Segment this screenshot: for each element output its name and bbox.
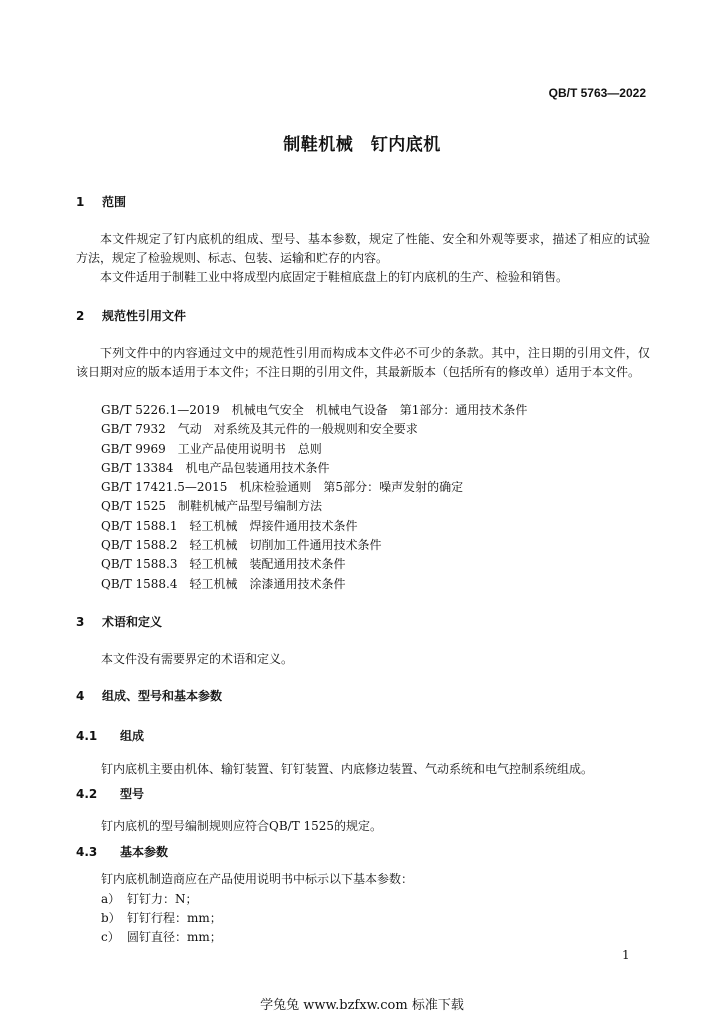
reference-item: QB/T 1588.3 轻工机械 装配通用技术条件 (101, 557, 346, 572)
section-2-body (76, 344, 650, 382)
reference-item: QB/T 1525 制鞋机械产品型号编制方法 (101, 499, 323, 514)
reference-item: GB/T 5226.1—2019 机械电气安全 机械电气设备 第1部分：通用技术条件 (101, 403, 528, 417)
section-title: 术语和定义 (102, 615, 163, 629)
section-number: 4 (76, 689, 85, 703)
normative-reference-list (101, 401, 527, 594)
reference-item: QB/T 1588.1 轻工机械 焊接件通用技术条件 (101, 518, 358, 533)
section-4-heading (76, 687, 222, 704)
subsection-4-1-body: 钉内底机主要由机体、输钉装置、钉钉装置、内底修边装置、气动系统和电气控制系统组成。 (101, 762, 594, 776)
page-number: 1 (622, 948, 630, 962)
section-1-body (76, 230, 650, 287)
section-3-heading (76, 613, 162, 630)
section-number: 4.2 (76, 787, 98, 801)
section-number: 1 (76, 195, 85, 209)
paragraph: 本文件适用于制鞋工业中将成型内底固定于鞋楦底盘上的钉内底机的生产、检验和销售。 (100, 270, 569, 284)
subsection-4-3-body: 钉内底机制造商应在产品使用说明书中标示以下基本参数： (101, 872, 414, 886)
section-title: 组成、型号和基本参数 (102, 689, 223, 703)
download-footer: 学兔兔 www.bzfxw.com 标准下载 (260, 998, 464, 1013)
section-1-heading (76, 193, 126, 210)
document-title: 制鞋机械 钉内底机 (283, 135, 441, 155)
subsection-4-1-heading (76, 727, 144, 744)
list-item (101, 909, 222, 928)
list-text: 钉钉力：N； (127, 892, 198, 906)
section-title: 基本参数 (120, 845, 169, 859)
paragraph: 下列文件中的内容通过文中的规范性引用而构成本文件必不可少的条款。其中，注日期的引用文件，仅该日期对应的版本适用于本文件；不注日期的引用文件，其最新版本（包括所有的修改单）适用于本文件。 (76, 346, 650, 379)
list-marker: c） (101, 930, 120, 944)
reference-item: GB/T 17421.5—2015 机床检验通则 第5部分：噪声发射的确定 (101, 480, 464, 495)
list-marker: a） (101, 892, 121, 906)
subsection-4-2-heading (76, 785, 144, 802)
section-title: 规范性引用文件 (102, 309, 187, 323)
list-item (101, 928, 222, 947)
reference-item: QB/T 1588.4 轻工机械 涂漆通用技术条件 (101, 576, 346, 591)
list-item (101, 890, 198, 909)
reference-item: GB/T 13384 机电产品包装通用技术条件 (101, 460, 330, 475)
section-title: 范围 (102, 195, 127, 209)
section-number: 4.3 (76, 845, 98, 859)
list-text: 钉钉行程：mm； (127, 911, 222, 925)
reference-item: QB/T 1588.2 轻工机械 切削加工件通用技术条件 (101, 538, 382, 553)
list-marker: b） (101, 911, 121, 925)
section-3-body: 本文件没有需要界定的术语和定义。 (101, 652, 294, 666)
list-text: 圆钉直径：mm； (127, 930, 222, 944)
subsection-4-2-body: 钉内底机的型号编制规则应符合QB/T 1525的规定。 (101, 819, 383, 833)
section-number: 2 (76, 309, 85, 323)
standard-code: QB/T 5763—2022 (548, 86, 646, 100)
section-title: 组成 (120, 729, 145, 743)
subsection-4-3-heading (76, 843, 168, 860)
section-2-heading (76, 307, 186, 324)
reference-item: GB/T 9969 工业产品使用说明书 总则 (101, 441, 322, 456)
section-number: 4.1 (76, 729, 98, 743)
section-number: 3 (76, 615, 85, 629)
section-title: 型号 (120, 787, 145, 801)
paragraph: 本文件规定了钉内底机的组成、型号、基本参数，规定了性能、安全和外观等要求，描述了相应的试验方法，规定了检验规则、标志、包装、运输和贮存的内容。 (76, 232, 650, 265)
reference-item: GB/T 7932 气动 对系统及其元件的一般规则和安全要求 (101, 422, 418, 437)
